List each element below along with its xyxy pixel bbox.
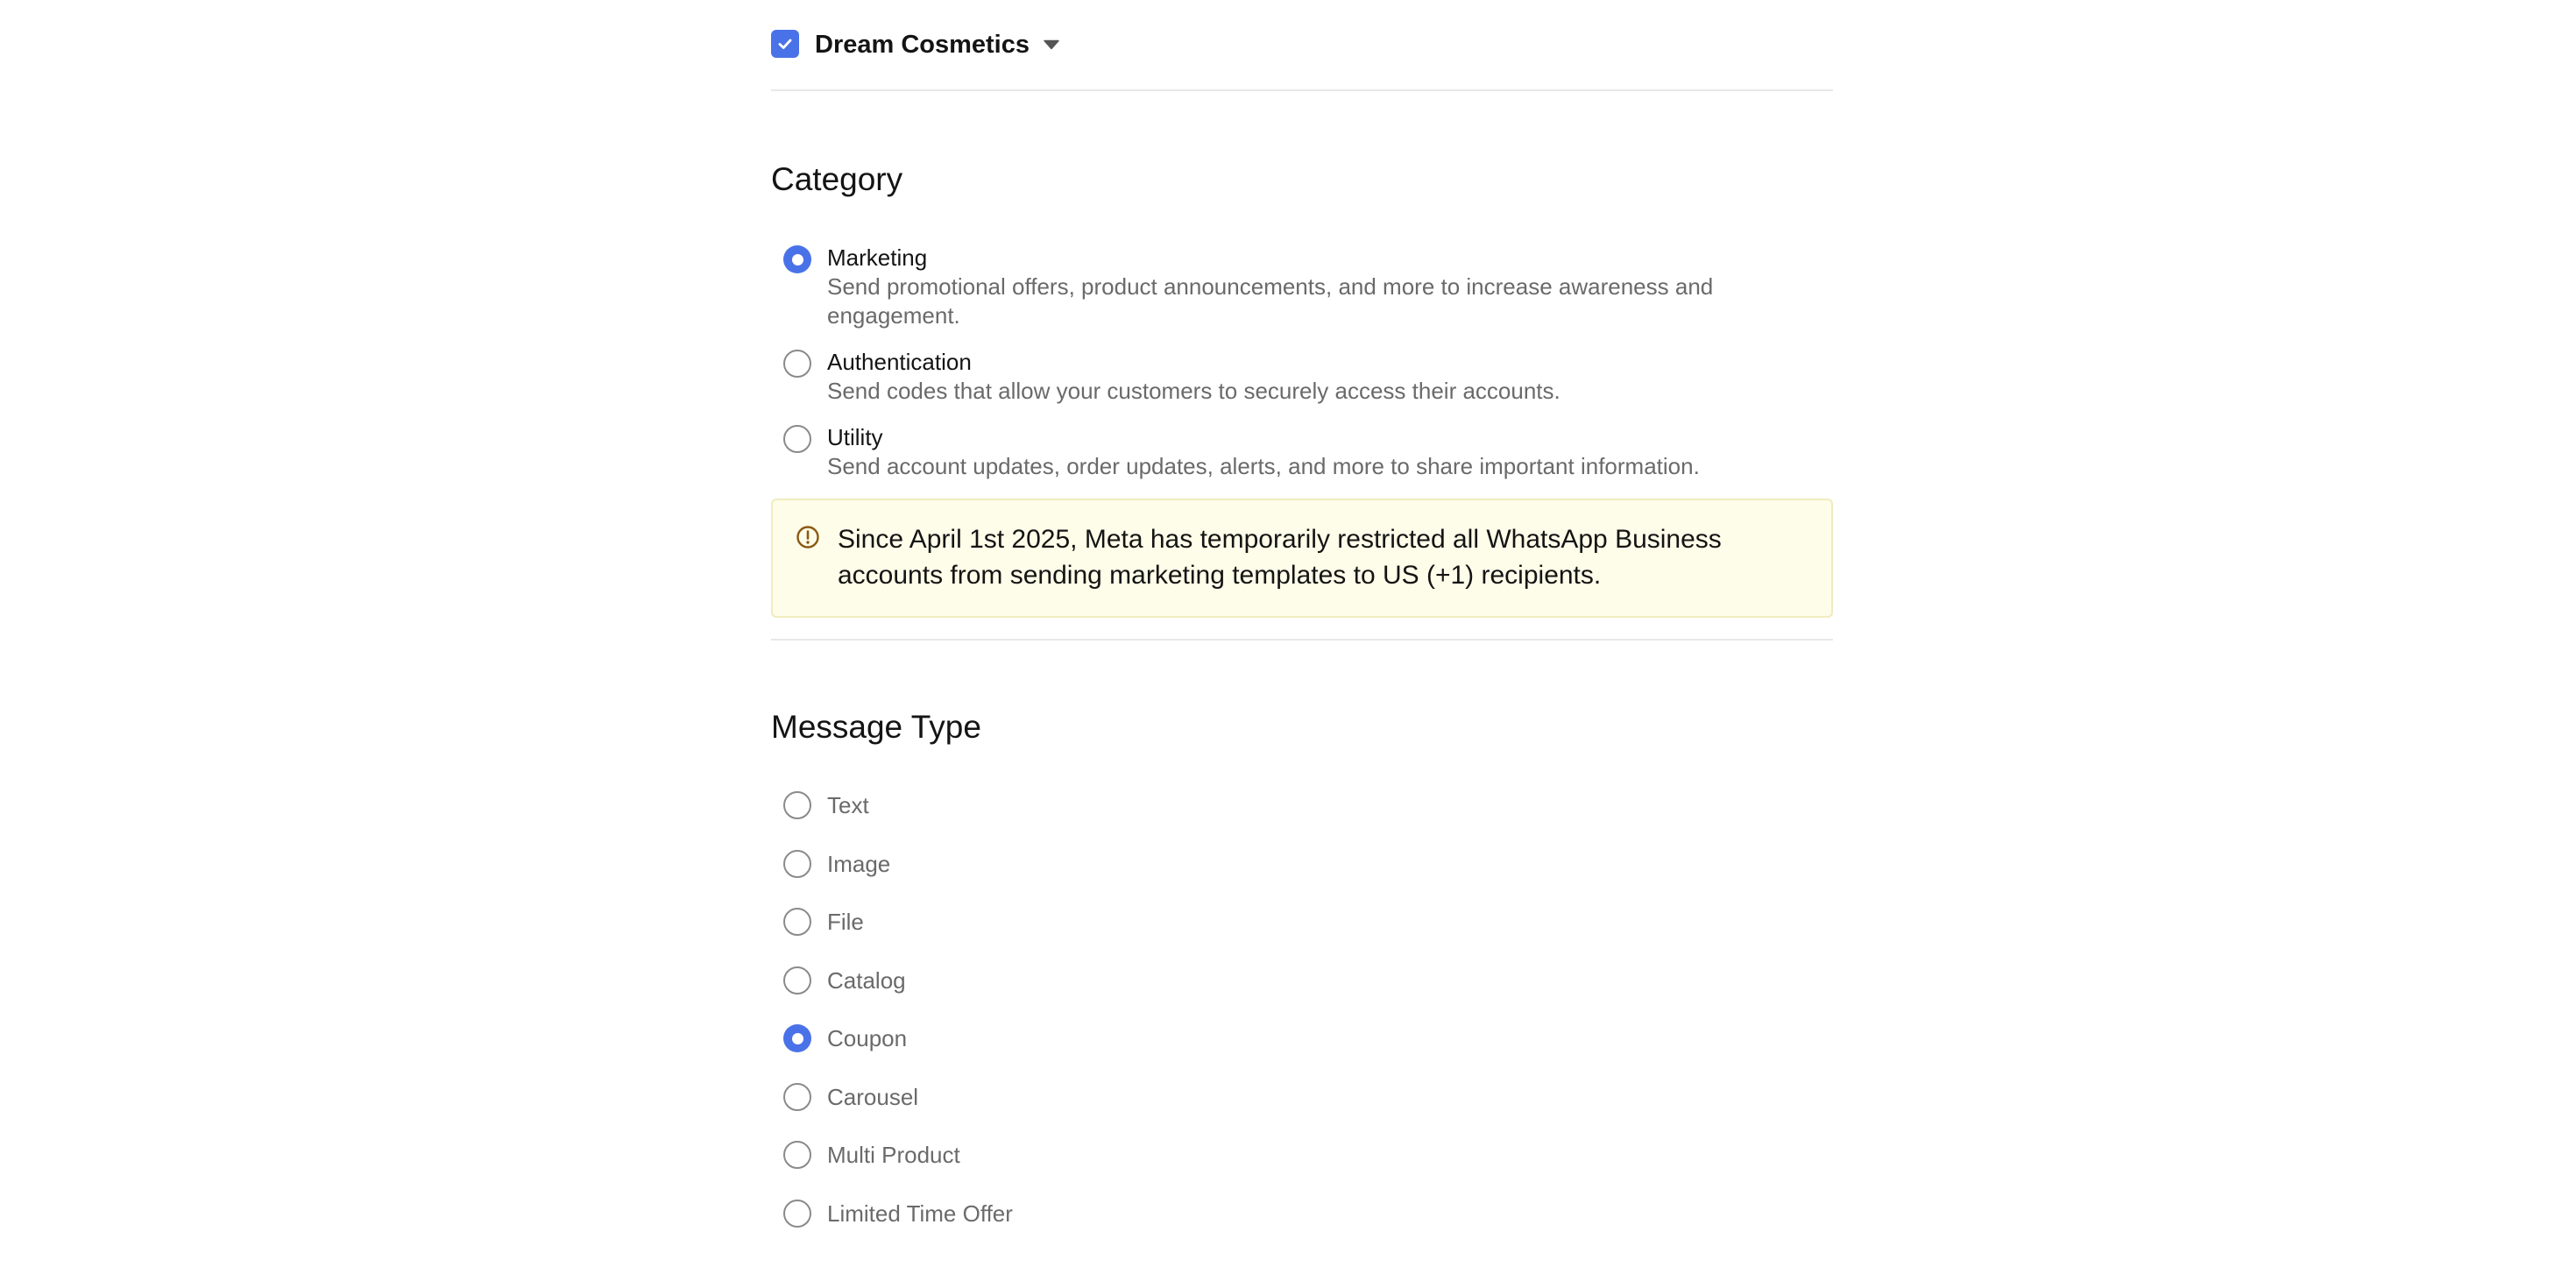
message-type-radio-image[interactable]	[783, 850, 811, 878]
message-type-radio-group	[771, 791, 1833, 1257]
message-type-option-text[interactable]	[783, 791, 1833, 850]
message-type-label-image: Image	[827, 850, 891, 877]
message-type-label-multi-product: Multi Product	[827, 1142, 960, 1168]
category-radio-utility[interactable]	[783, 425, 811, 453]
account-dropdown-toggle[interactable]	[1044, 39, 1059, 50]
category-desc-authentication: Send codes that allow your customers to securely access their accounts.	[827, 378, 1560, 404]
category-title: Category	[771, 161, 903, 197]
category-radio-authentication[interactable]	[783, 350, 811, 378]
account-name: Dream Cosmetics	[815, 30, 1030, 59]
warning-circle-icon	[796, 525, 820, 554]
message-type-title: Message Type	[771, 709, 981, 745]
category-section	[771, 91, 1833, 641]
message-type-radio-multi-product[interactable]	[783, 1141, 811, 1169]
message-type-radio-catalog[interactable]	[783, 966, 811, 994]
alert-text: Since April 1st 2025, Meta has temporarily restricted all WhatsApp Business accounts from sending marketing templates to US (+1) recipients.	[838, 525, 1722, 590]
category-option-authentication[interactable]	[783, 348, 1833, 406]
category-option-marketing[interactable]	[783, 244, 1833, 330]
message-type-option-coupon[interactable]	[783, 1024, 1833, 1083]
message-type-label-carousel: Carousel	[827, 1083, 919, 1110]
message-type-option-multi-product[interactable]	[783, 1141, 1833, 1200]
category-label-authentication: Authentication	[827, 349, 972, 375]
account-checkbox[interactable]	[771, 30, 799, 58]
caret-down-icon	[1044, 39, 1059, 50]
message-type-radio-file[interactable]	[783, 908, 811, 936]
message-type-label-text: Text	[827, 792, 869, 818]
message-type-radio-carousel[interactable]	[783, 1083, 811, 1111]
message-type-option-limited-time-offer[interactable]	[783, 1200, 1833, 1258]
category-option-utility[interactable]	[783, 423, 1833, 481]
category-radio-marketing[interactable]	[783, 245, 811, 273]
message-type-radio-coupon[interactable]	[783, 1024, 811, 1052]
message-type-radio-text[interactable]	[783, 791, 811, 819]
message-type-option-file[interactable]	[783, 908, 1833, 966]
marketing-restriction-alert	[771, 499, 1833, 618]
category-desc-marketing: Send promotional offers, product announcements, and more to increase awareness and engagement.	[827, 273, 1714, 329]
message-type-option-image[interactable]	[783, 850, 1833, 909]
message-type-option-carousel[interactable]	[783, 1083, 1833, 1142]
message-type-label-limited-time-offer: Limited Time Offer	[827, 1200, 1013, 1227]
message-type-label-catalog: Catalog	[827, 966, 906, 994]
category-label-utility: Utility	[827, 424, 883, 450]
template-form	[771, 0, 1833, 1257]
message-type-option-catalog[interactable]	[783, 966, 1833, 1025]
message-type-radio-limited-time-offer[interactable]	[783, 1200, 811, 1228]
message-type-label-file: File	[827, 909, 864, 935]
message-type-label-coupon: Coupon	[827, 1025, 908, 1051]
account-row	[771, 0, 1833, 91]
category-desc-utility: Send account updates, order updates, alerts, and more to share important information.	[827, 453, 1700, 479]
message-type-section	[771, 641, 1833, 1257]
check-icon	[776, 35, 794, 53]
category-label-marketing: Marketing	[827, 244, 928, 271]
category-radio-group	[771, 244, 1833, 481]
